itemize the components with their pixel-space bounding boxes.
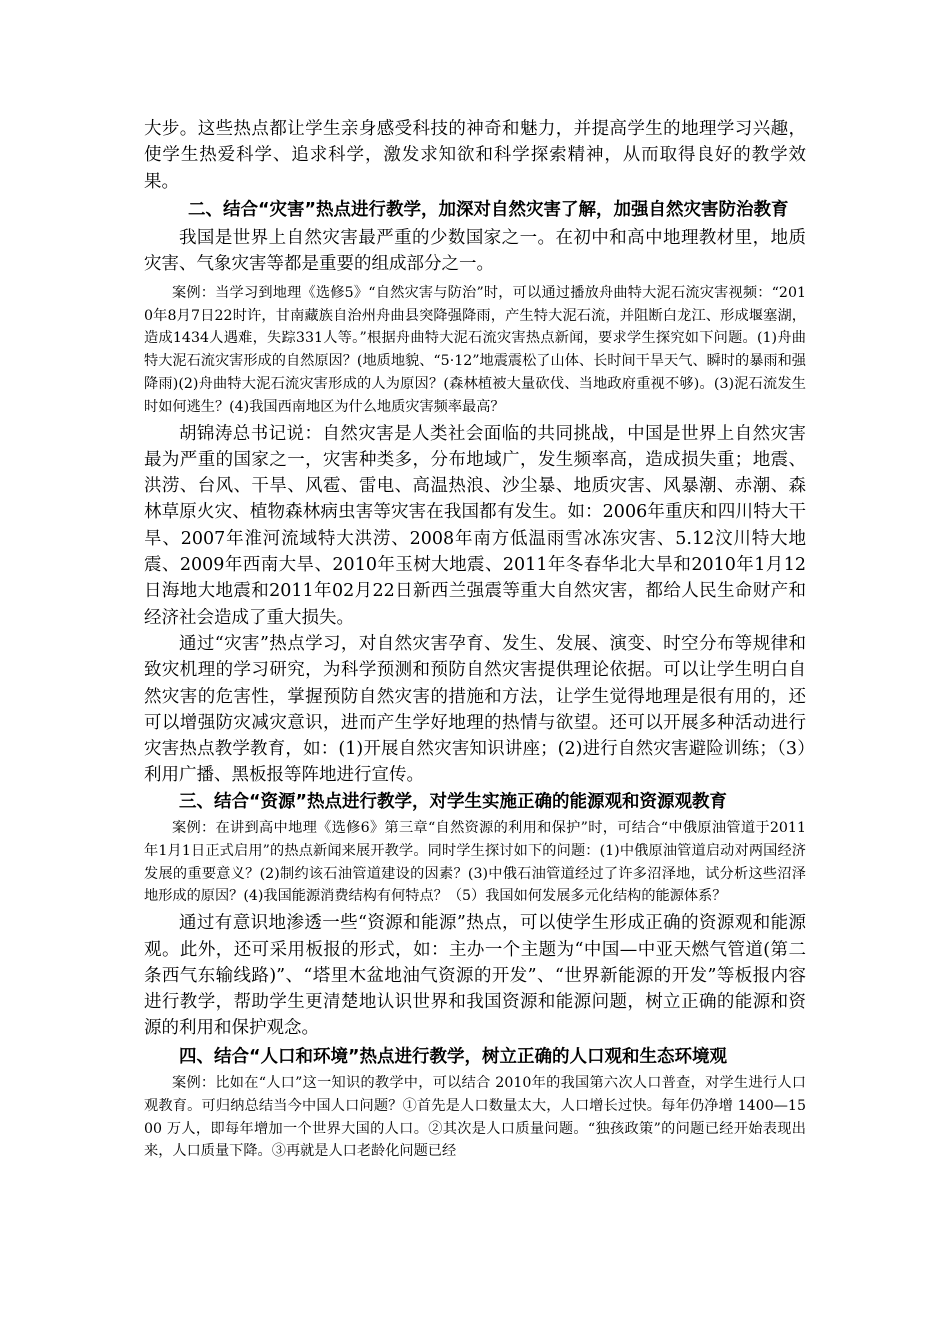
paragraph-disaster-study: 通过“灾害”热点学习，对自然灾害孕育、发生、发展、演变、时空分布等规律和致灾机理的学习研究，为科学预测和预防自然灾害提供理论依据。可以让学生明白自然灾害的危害性，掌握预防自然灾害的措施和方法，让学生觉得地理是很有用的，还可以增强防灾减灾意识，进而产生学好地理的热情与欲望。还可以开展多种活动进行灾害热点教学教育，如：(1)开展自然灾害知识讲座；(2)进行自然灾害避险训练；（3）利用广播、黑板报等阵地进行宣传。 (144, 633, 806, 786)
paragraph-resource: 通过有意识地渗透一些“资源和能源”热点，可以使学生形成正确的资源观和能源观。此外，还可采用板报的形式，如：主办一个主题为“中国—中亚天燃气管道(第二条西气东输线路)”、“塔里木盆地油气资源的开发”、“世界新能源的开发”等板报内容进行教学，帮助学生更清楚地认识世界和我国资源和能源问题，树立正确的能源和资源的利用和保护观念。 (144, 913, 806, 1039)
paragraph-disaster-intro: 我国是世界上自然灾害最严重的少数国家之一。在初中和高中地理教材里，地质灾害、气象灾害等都是重要的组成部分之一。 (144, 228, 806, 275)
document-page (144, 116, 806, 1163)
paragraph-hu-quote: 胡锦涛总书记说：自然灾害是人类社会面临的共同挑战，中国是世界上自然灾害最为严重的国家之一，灾害种类多，分布地域广，发生频率高，造成损失重；地震、洪涝、台风、干旱、风雹、雷电、高温热浪、沙尘暴、地质灾害、风暴潮、赤潮、森林草原火灾、植物森林病虫害等灾害在我国都有发生。如：2006年重庆和四川特大干旱、2007年淮河流域特大洪涝、2008年南方低温雨雪冰冻灾害、5.12汶川特大地震、2009年西南大旱、2010年玉树大地震、2011年冬春华北大旱和2010年1月12日海地大地震和2011年02月22日新西兰强震等重大自然灾害，都给人民生命财产和经济社会造成了重大损失。 (144, 423, 806, 628)
case-disaster: 案例：当学习到地理《选修5》“自然灾害与防治”时，可以通过播放舟曲特大泥石流灾害视频：“2010年8月7日22时许，甘南藏族自治州舟曲县突降强降雨，产生特大泥石流，并阻断白龙江、形成堰塞湖，造成1434人遇难，失踪331人等。”根据舟曲特大泥石流灾害热点新闻，要求学生探究如下问题。(1)舟曲特大泥石流灾害形成的自然原因？(地质地貌、“5·12”地震震松了山体、长时间干旱天气、瞬时的暴雨和强降雨)(2)舟曲特大泥石流灾害形成的人为原因？(森林植被大量砍伐、当地政府重视不够)。(3)泥石流发生时如何逃生？(4)我国西南地区为什么地质灾害频率最高？ (144, 284, 806, 415)
paragraph-intro-end: 大步。这些热点都让学生亲身感受科技的神奇和魅力，并提高学生的地理学习兴趣，使学生热爱科学、追求科学，激发求知欲和科学探索精神，从而取得良好的教学效果。 (144, 119, 806, 192)
section-heading-4: 四、结合“人口和环境”热点进行教学，树立正确的人口观和生态环境观 (179, 1046, 728, 1067)
section-heading-3: 三、结合“资源”热点进行教学，对学生实施正确的能源观和资源观教育 (179, 791, 728, 812)
case-resource: 案例：在讲到高中地理《选修6》第三章“自然资源的利用和保护”时，可结合“中俄原油管道于2011年1月1日正式启用”的热点新闻来展开教学。同时学生探讨如下的问题：(1)中俄原油管道启动对两国经济发展的重要意义？(2)制约该石油管道建设的因素？(3)中俄石油管道经过了许多沼泽地，试分析这些沼泽地形成的原因？(4)我国能源消费结构有何特点？（5）我国如何发展多元化结构的能源体系？ (144, 820, 806, 905)
case-population: 案例：比如在“人口”这一知识的教学中，可以结合 2010年的我国第六次人口普查，对学生进行人口观教育。可归纳总结当今中国人口问题？①首先是人口数量太大，人口增长过快。每年仍净增 1400—1500 万人，即每年增加一个世界大国的人口。②其次是人口质量问题。“独孩政策”的问题已经开始表现出来，人口质量下降。③再就是人口老龄化问题已经 (144, 1074, 806, 1160)
section-heading-2: 二、结合“灾害”热点进行教学，加深对自然灾害了解，加强自然灾害防治教育 (188, 199, 789, 220)
